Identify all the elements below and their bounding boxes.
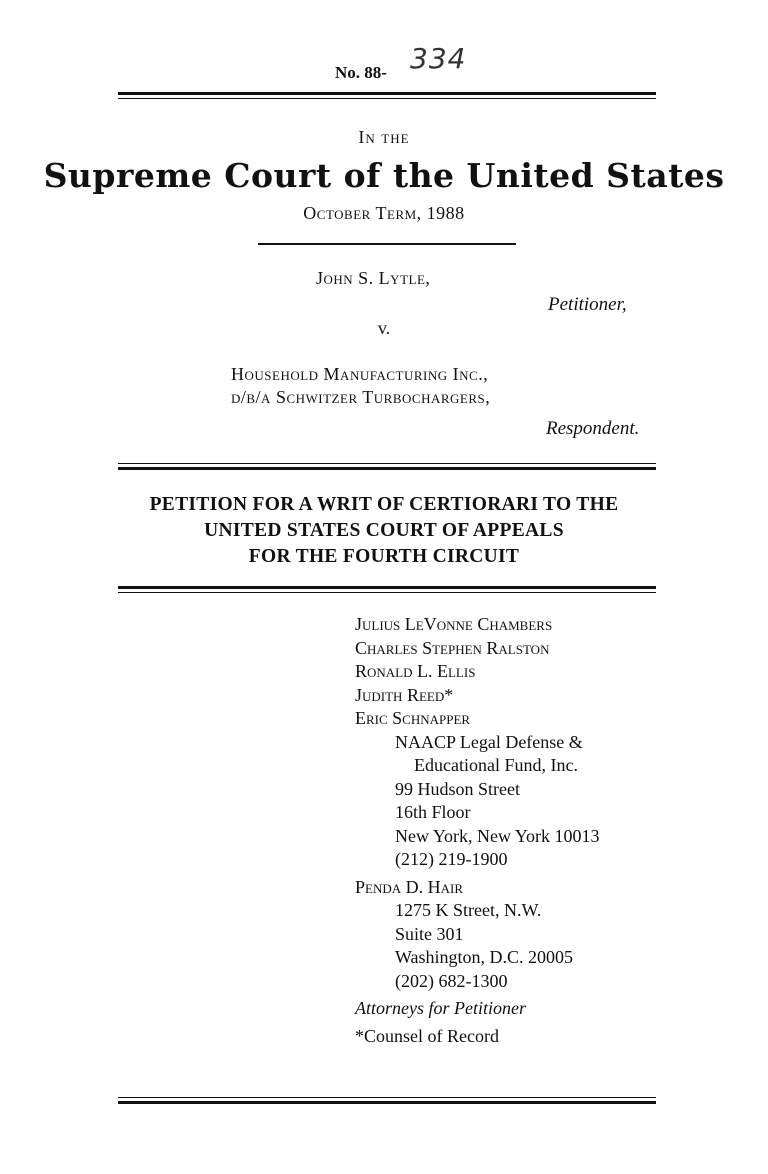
petition-line-2: UNITED STATES COURT OF APPEALS <box>204 520 564 541</box>
term-rule <box>258 243 516 245</box>
top-rule-thick <box>118 92 656 95</box>
org-address-line: 16th Floor <box>395 802 471 822</box>
bottom-rule-a <box>118 1097 656 1098</box>
org-name-line-1: NAACP Legal Defense & <box>395 731 583 752</box>
counsel-block <box>355 613 755 1048</box>
handwritten-docket-suffix: 334 <box>410 42 467 75</box>
court-title: Supreme Court of the United States <box>43 156 725 195</box>
respondent-role: Respondent. <box>546 418 640 439</box>
counsel-name: Eric Schnapper <box>355 708 471 728</box>
org-name-line-2: Educational Fund, Inc. <box>414 755 578 775</box>
in-the-label: In the <box>358 127 410 147</box>
term-label: October Term, 1988 <box>303 203 465 223</box>
second-phone: (202) 682-1300 <box>395 970 508 991</box>
top-rule-thin <box>118 98 656 99</box>
versus-label: v. <box>377 318 391 338</box>
petitioner-role: Petitioner, <box>548 294 627 315</box>
respondent-name: Household Manufacturing Inc., <box>231 364 489 384</box>
counsel-name: Charles Stephen Ralston <box>355 637 550 658</box>
counsel-name: Julius LeVonne Chambers <box>355 614 553 634</box>
counsel-of-record-note: *Counsel of Record <box>355 1025 499 1046</box>
petition-rule-top-b <box>118 467 656 470</box>
org-phone: (212) 219-1900 <box>395 849 508 869</box>
org-address-line: New York, New York 10013 <box>395 825 600 846</box>
petitioner-name: John S. Lytle, <box>316 268 431 288</box>
docket-number: No. 88- <box>335 63 387 82</box>
petition-rule-bottom-b <box>118 592 656 593</box>
petition-title <box>0 492 768 570</box>
second-counsel-name: Penda D. Hair <box>355 876 464 897</box>
respondent-dba <box>231 387 490 408</box>
respondent-dba-text: d/b/a Schwitzer Turbochargers, <box>231 387 491 407</box>
second-address-line: Suite 301 <box>395 923 464 944</box>
second-address-line: Washington, D.C. 20005 <box>395 947 574 967</box>
petition-line-3: FOR THE FOURTH CIRCUIT <box>248 546 520 567</box>
second-address-line: 1275 K Street, N.W. <box>395 900 542 920</box>
petition-rule-bottom-a <box>118 586 656 589</box>
org-address-line: 99 Hudson Street <box>395 778 520 799</box>
attorneys-for-label: Attorneys for Petitioner <box>355 998 526 1018</box>
bottom-rule-b <box>118 1101 656 1104</box>
petition-rule-top-a <box>118 463 656 464</box>
counsel-name: Ronald L. Ellis <box>355 661 476 681</box>
petition-line-1: PETITION FOR A WRIT OF CERTIORARI TO THE <box>149 494 619 515</box>
counsel-name: Judith Reed* <box>355 684 454 705</box>
